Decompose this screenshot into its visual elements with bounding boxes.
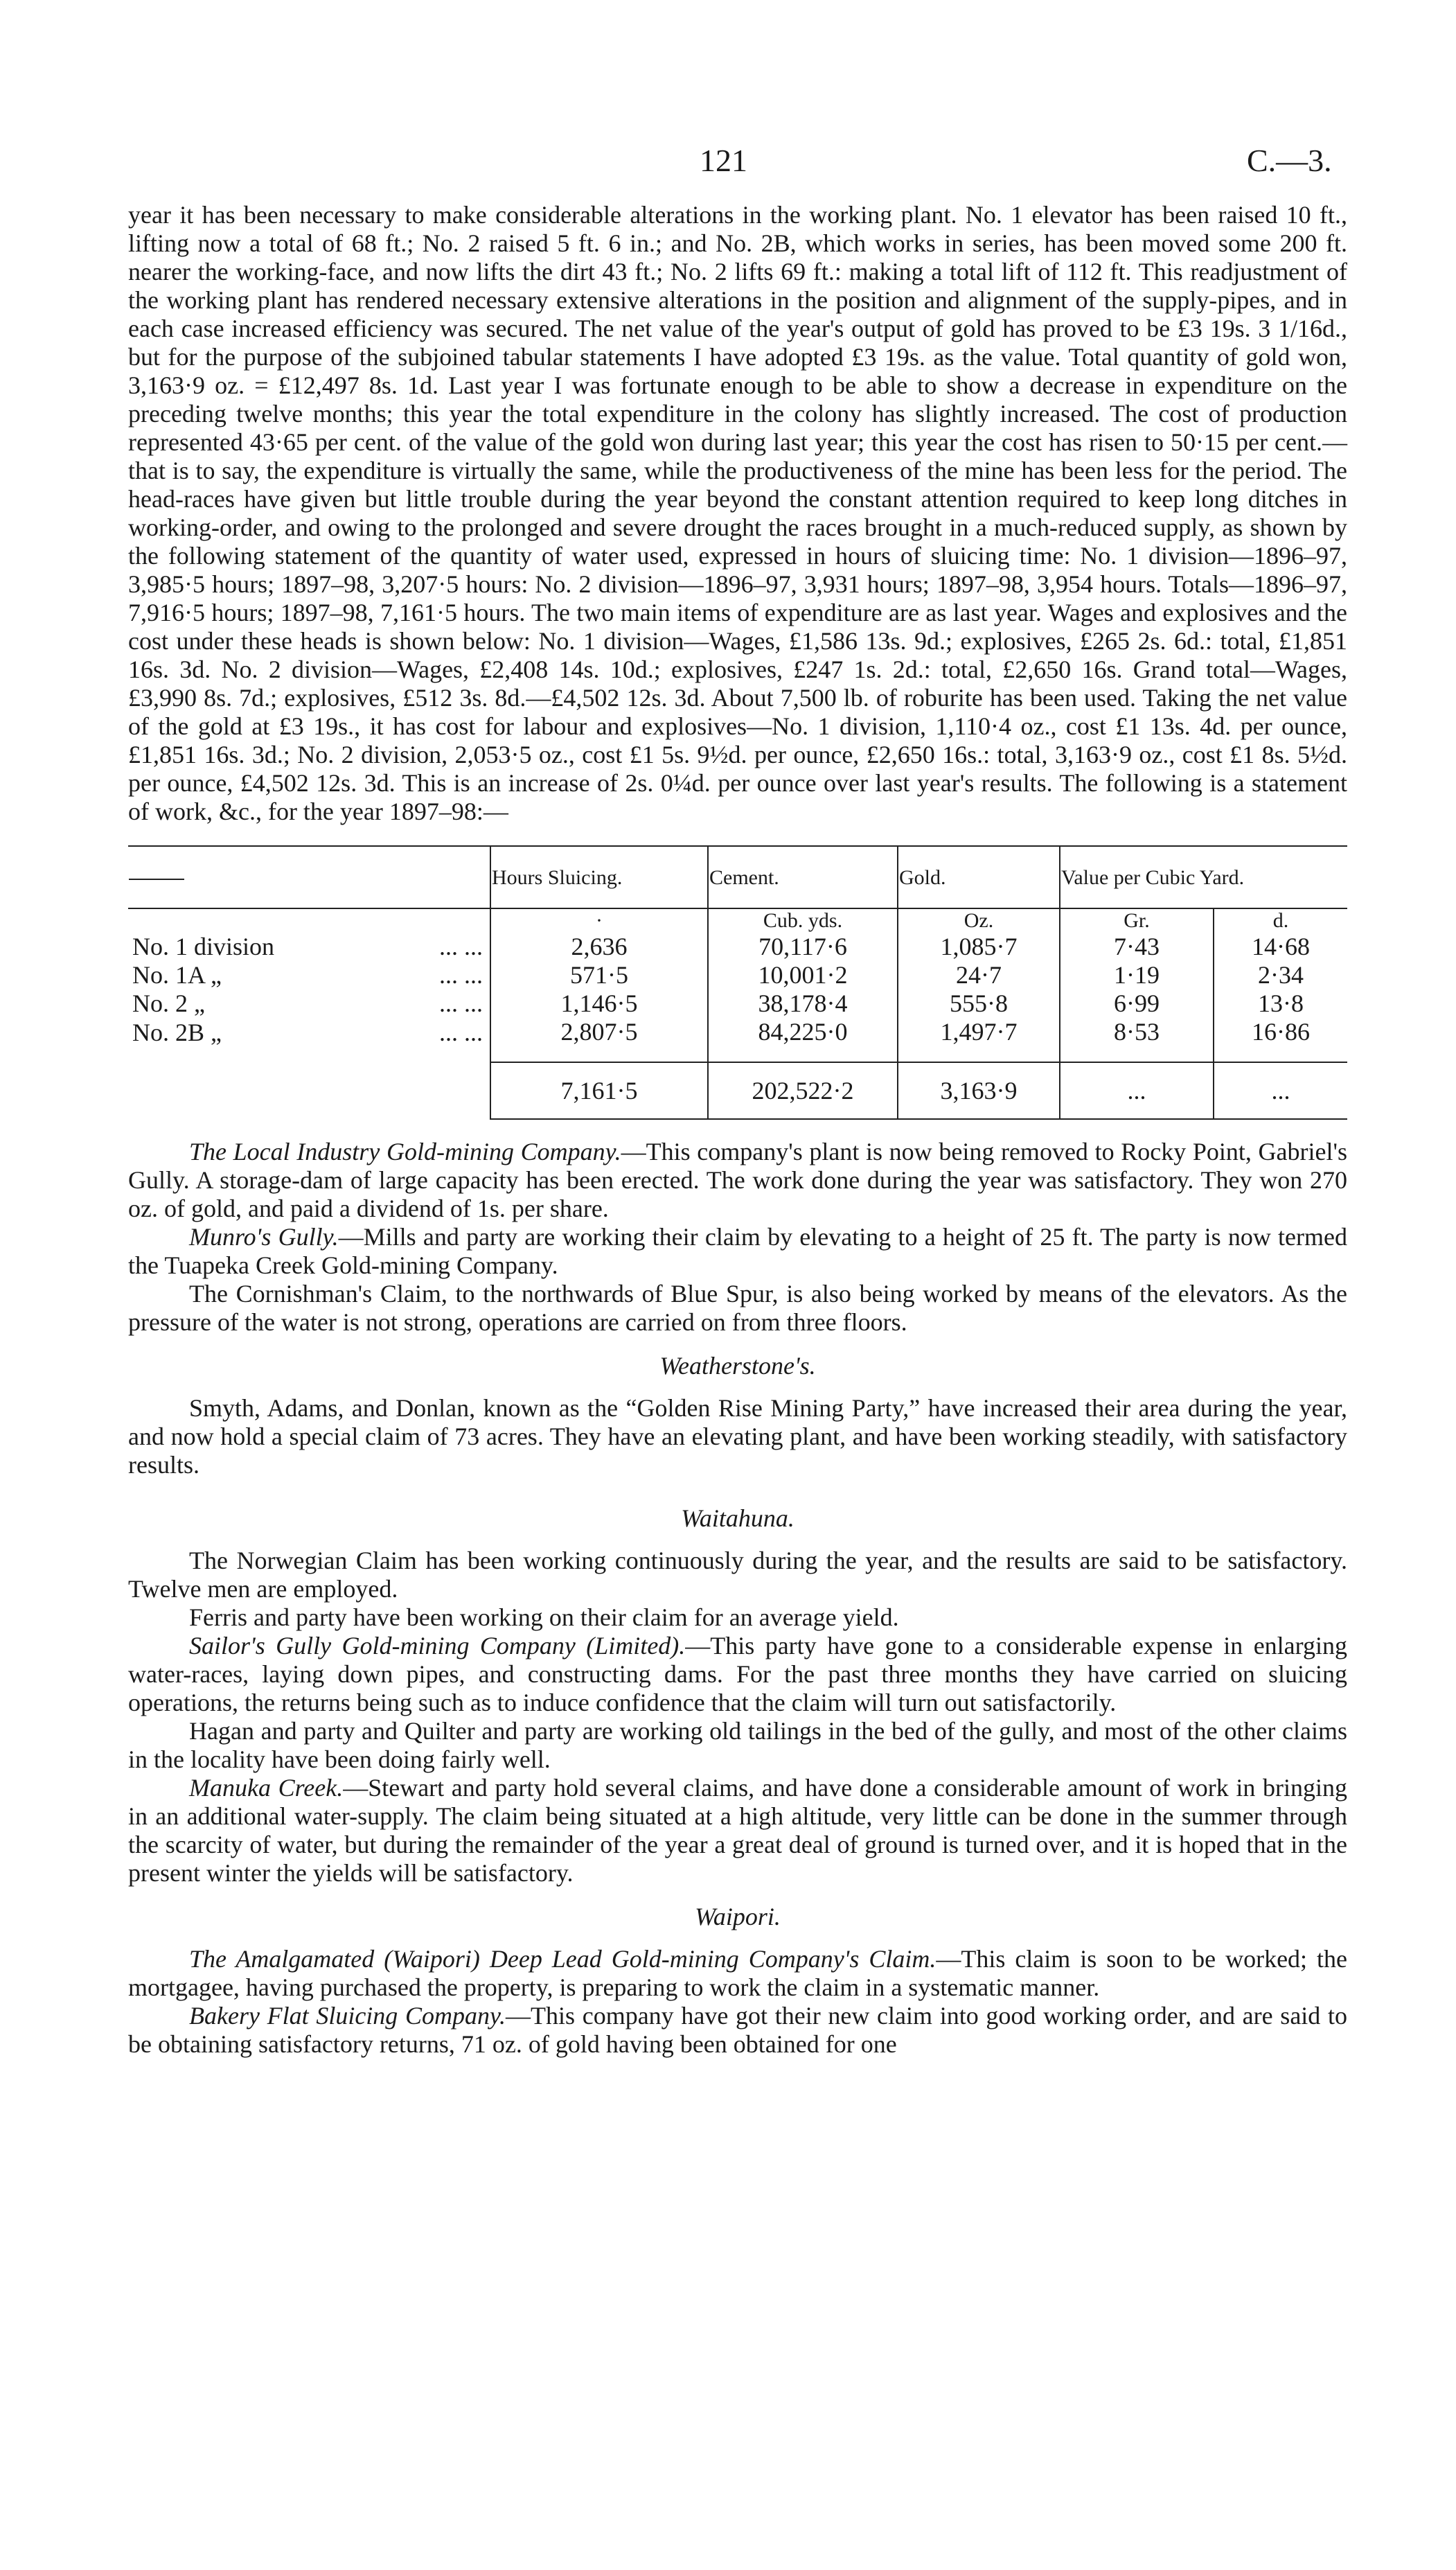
norwegian-paragraph: The Norwegian Claim has been working continuously during the year, and the results are said to be satisfactory. Twelve men are employed. [128, 1547, 1347, 1603]
statement-table [128, 845, 1347, 1120]
section-heading-waipori: Waipori. [695, 1903, 781, 1930]
bakery-title: Bakery Flat Sluicing Company. [189, 2002, 506, 2030]
local-industry-text: —This company's plant is now being removed to Rocky Point, Gabriel's Gully. A storage-dam of large capacity has been erected. The work done during the year was satisfactory. They won 270 oz. of gold, and paid a dividend of 1s. per share. [128, 1138, 1347, 1222]
munros-text: —Mills and party are working their claim by elevating to a height of 25 ft. The party is now termed the Tuapeka Creek Gold-mining Company. [128, 1223, 1348, 1279]
ferris-paragraph: Ferris and party have been working on their claim for an average yield. [189, 1603, 899, 1631]
units-gr: Gr. [1060, 908, 1214, 933]
header-hours: Hours Sluicing. [490, 846, 708, 908]
section-heading-waitahuna: Waitahuna. [681, 1504, 794, 1532]
totals-blank [128, 1062, 490, 1119]
row-cement: 10,001·2 [708, 961, 898, 989]
intro-paragraph: year it has been necessary to make considerable alterations in the working plant. No. 1 elevator has been raised 10 ft., lifting now a total of 68 ft.; No. 2 raised 5 ft. 6 in.; and No. 2B, which works in series, has been moved some 200 ft. nearer the working-face, and now lifts the dirt 43 ft.; No. 2 lifts 69 ft.: making a total lift of 112 ft. This readjustment of the working plant has rendered necessary extensive alterations in the position and alignment of the supply-pipes, and in each case increased efficiency was secured. The net value of the year's output of gold has proved to be £3 19s. 3 1/16d., but for the purpose of the subjoined tabular statements I have adopted £3 19s. as the value. Total quantity of gold won, 3,163·9 oz. = £12,497 8s. 1d. Last year I was fortunate enough to be able to show a decrease in expenditure on the preceding twelve months; this year the total expenditure in the colony has slightly increased. The cost of production represented 43·65 per cent. of the value of the gold won during last year; this year the cost has risen to 50·15 per cent.—that is to say, the expenditure is virtually the same, while the productiveness of the mine has been less for the period. The head-races have given but little trouble during the year beyond the constant attention required to keep long ditches in working-order, and owing to the prolonged and severe drought the races brought in a much-reduced supply, as shown by the following statement of the quantity of water used, expressed in hours of sluicing time: No. 1 division—1896–97, 3,985·5 hours; 1897–98, 3,207·5 hours: No. 2 division—1896–97, 3,931 hours; 1897–98, 3,954 hours. Totals—1896–97, 7,916·5 hours; 1897–98, 7,161·5 hours. The two main items of expenditure are as last year. Wages and explosives and the cost under these heads is shown below: No. 1 division—Wages, £1,586 13s. 9d.; explosives, £265 2s. 6d.: total, £1,851 16s. 3d. No. 2 division—Wages, £2,408 14s. 10d.; explosives, £247 1s. 2d.: total, £2,650 16s. Grand total—Wages, £3,990 8s. 7d.; explosives, £512 3s. 8d.—£4,502 12s. 3d. About 7,500 lb. of roburite has been used. Taking the net value of the gold at £3 19s., it has cost for labour and explosives—No. 1 division, 1,110·4 oz., cost £1 13s. 4d. per ounce, £1,851 16s. 3d.; No. 2 division, 2,053·5 oz., cost £1 5s. 9½d. per ounce, £2,650 16s.: total, 3,163·9 oz., cost £1 8s. 5½d. per ounce, £4,502 12s. 3d. This is an increase of 2s. 0¼d. per ounce over last year's results. The following is a statement of work, &c., for the year 1897–98:— [128, 201, 1347, 825]
page-header [0, 142, 1456, 184]
cornishman-paragraph: The Cornishman's Claim, to the northwards of Blue Spur, is also being worked by means of the elevators. As the pressure of the water is not strong, operations are carried on from three floors. [128, 1280, 1347, 1336]
table-row [128, 1018, 1347, 1062]
row-cement: 70,117·6 [708, 933, 898, 961]
manuka-paragraph [128, 1774, 1347, 1887]
table-row [128, 933, 1347, 961]
row-hours: 2,636 [490, 933, 708, 961]
row-gr: 1·19 [1060, 961, 1214, 989]
hagan-paragraph: Hagan and party and Quilter and party are working old tailings in the bed of the gully, and most of the other claims in the locality have been doing fairly well. [128, 1717, 1347, 1773]
row-gold: 24·7 [898, 961, 1060, 989]
units-row [128, 908, 1347, 933]
page-number: 121 [700, 143, 747, 178]
row-cement: 38,178·4 [708, 989, 898, 1018]
table-row [128, 961, 1347, 989]
amalgamated-paragraph [128, 1945, 1347, 2002]
section-heading-weatherstone: Weatherstone's. [659, 1352, 816, 1380]
manuka-text: —Stewart and party hold several claims, and have done a considerable amount of work in bringing in an additional water-supply. The claim being situated at a high altitude, very little can be done in the summer through the scarcity of water, but during the remainder of the year a great deal of ground is turned over, and it is hoped that in the present winter the yields will be satisfactory. [128, 1774, 1347, 1887]
bakery-paragraph [128, 2002, 1347, 2059]
sailors-paragraph [128, 1632, 1347, 1717]
header-cement: Cement. [708, 846, 898, 908]
header-value: Value per Cubic Yard. [1060, 846, 1347, 908]
row-d: 14·68 [1214, 933, 1347, 961]
row-hours: 571·5 [490, 961, 708, 989]
units-hours: · [490, 908, 708, 933]
total-hours: 7,161·5 [490, 1062, 708, 1119]
row-label: No. 1 division ... ... [132, 933, 483, 960]
bakery-text: —This company have got their new claim into good working order, and are said to be obtaining satisfactory returns, 71 oz. of gold having been obtained for one [128, 2002, 1347, 2058]
local-industry-title: The Local Industry Gold-mining Company. [189, 1138, 621, 1165]
page-body [128, 201, 1347, 2059]
units-d: d. [1214, 908, 1347, 933]
total-cement: 202,522·2 [708, 1062, 898, 1119]
manuka-title: Manuka Creek. [189, 1774, 344, 1802]
row-gold: 1,497·7 [898, 1018, 1060, 1062]
sailors-title: Sailor's Gully Gold-mining Company (Limited). [189, 1632, 686, 1660]
row-cement: 84,225·0 [708, 1018, 898, 1062]
report-reference: C.—3. [1247, 143, 1332, 178]
total-gr: ... [1060, 1062, 1214, 1119]
units-blank [128, 908, 490, 933]
total-gold: 3,163·9 [898, 1062, 1060, 1119]
row-d: 2·34 [1214, 961, 1347, 989]
munros-title: Munro's Gully. [189, 1223, 339, 1251]
row-label: No. 2B „ ... ... [132, 1018, 483, 1046]
header-dash [129, 879, 184, 880]
row-d: 16·86 [1214, 1018, 1347, 1062]
total-d: ... [1214, 1062, 1347, 1119]
sailors-text: —This party have gone to a considerable expense in enlarging water-races, laying down pipes, and constructing dams. For the past three months they have carried on sluicing operations, the returns being such as to induce confidence that the claim will turn out satisfactorily. [128, 1632, 1347, 1716]
munros-paragraph [128, 1223, 1347, 1280]
row-hours: 2,807·5 [490, 1018, 708, 1062]
row-gold: 1,085·7 [898, 933, 1060, 961]
weatherstone-paragraph: Smyth, Adams, and Donlan, known as the “Golden Rise Mining Party,” have increased their area during the year, and now hold a special claim of 73 acres. They have an elevating plant, and have been working steadily, with satisfactory results. [128, 1394, 1347, 1479]
header-blank [128, 846, 490, 908]
row-label: No. 2 „ ... ... [132, 989, 483, 1017]
row-gr: 6·99 [1060, 989, 1214, 1018]
header-gold: Gold. [898, 846, 1060, 908]
amalgamated-text: —This claim is soon to be worked; the mortgagee, having purchased the property, is preparing to work the claim in a systematic manner. [128, 1945, 1347, 2001]
totals-row [128, 1062, 1347, 1119]
row-gr: 7·43 [1060, 933, 1214, 961]
row-hours: 1,146·5 [490, 989, 708, 1018]
row-gold: 555·8 [898, 989, 1060, 1018]
table-header-row [128, 846, 1347, 908]
row-label: No. 1A „ ... ... [132, 961, 483, 989]
amalgamated-title: The Amalgamated (Waipori) Deep Lead Gold-mining Company's Claim. [189, 1945, 936, 1973]
local-industry-paragraph [128, 1138, 1347, 1223]
row-d: 13·8 [1214, 989, 1347, 1018]
row-gr: 8·53 [1060, 1018, 1214, 1062]
units-gold: Oz. [898, 908, 1060, 933]
table-row [128, 989, 1347, 1018]
units-cement: Cub. yds. [708, 908, 898, 933]
